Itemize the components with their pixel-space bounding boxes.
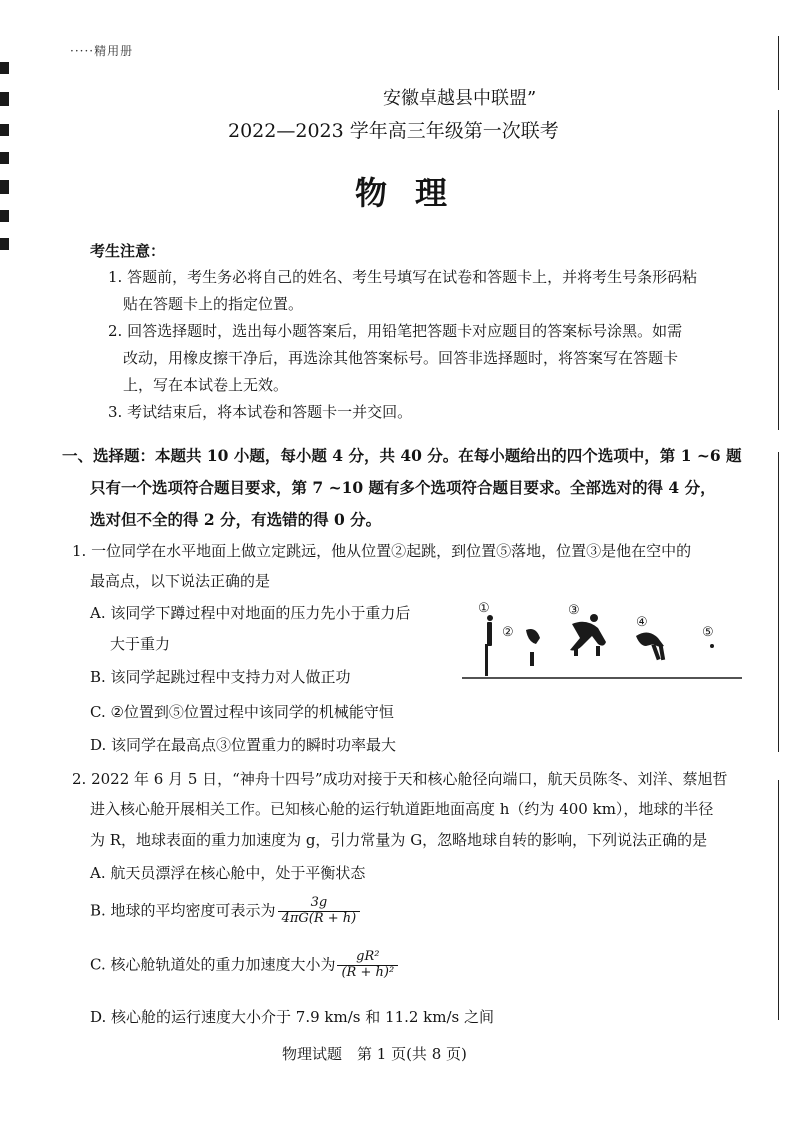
figure-label-2: ②	[502, 625, 514, 640]
q1-option-d: D. 该同学在最高点③位置重力的瞬时功率最大	[90, 736, 397, 754]
q2-stem: 进入核心舱开展相关工作。已知核心舱的运行轨道距地面高度 h（约为 400 km），地球的半径	[90, 800, 714, 818]
figure-label-5: ⑤	[702, 625, 714, 640]
scan-edge-line	[778, 780, 779, 1020]
person-landing	[710, 644, 714, 648]
person-crouching	[526, 629, 540, 666]
q2-stem: 为 R，地球表面的重力加速度为 g，引力常量为 G，忽略地球自转的影响，下列说法正确的是	[90, 831, 708, 849]
figure-label-1: ①	[478, 601, 490, 616]
notice-line: 2. 回答选择题时，选出每小题答案后，用铅笔把答题卡对应题目的答案标号涂黑。如需	[108, 322, 683, 340]
figure-label-3: ③	[568, 603, 580, 618]
scan-edge-line	[778, 36, 779, 90]
fraction-denominator: 4πG(R + h)	[278, 911, 361, 927]
fraction-numerator: 3g	[310, 895, 328, 910]
q2-option-b-text: B. 地球的平均密度可表示为	[90, 901, 276, 920]
scan-mark	[0, 92, 9, 106]
q2-option-c-text: C. 核心舱轨道处的重力加速度大小为	[90, 955, 336, 974]
header-handwriting: ·····精用册	[70, 44, 134, 58]
person-descending	[636, 632, 665, 660]
q2-option-d: D. 核心舱的运行速度大小介于 7.9 km/s 和 11.2 km/s 之间	[90, 1008, 495, 1026]
scan-mark	[0, 238, 9, 250]
person-highest-point	[570, 614, 606, 656]
q1-option-c: C. ②位置到⑤位置过程中该同学的机械能守恒	[90, 703, 394, 721]
density-fraction	[278, 896, 361, 927]
q1-option-b: B. 该同学起跳过程中支持力对人做正功	[90, 668, 351, 686]
q2-option-b	[90, 896, 360, 927]
scan-edge-line	[778, 452, 779, 752]
exam-title: 2022—2023 学年高三年级第一次联考	[228, 120, 559, 142]
notice-line: 改动，用橡皮擦干净后，再选涂其他答案标号。回答非选择题时，将答案写在答题卡	[123, 349, 679, 367]
notice-title: 考生注意：	[90, 242, 166, 260]
q1-stem: 最高点，以下说法正确的是	[90, 572, 271, 590]
scan-mark	[0, 210, 9, 222]
fraction-numerator: gR²	[356, 949, 380, 964]
gravity-fraction	[337, 950, 398, 981]
scan-edge-line	[778, 110, 779, 430]
long-jump-figure	[460, 596, 746, 686]
q2-stem: 2. 2022 年 6 月 5 日，“神舟十四号”成功对接于天和核心舱径向端口，航天员陈冬、刘洋、蔡旭哲	[72, 770, 728, 788]
scan-mark	[0, 152, 9, 164]
notice-line: 3. 考试结束后，将本试卷和答题卡一并交回。	[108, 403, 413, 421]
section-instructions: 一、选择题：本题共 10 小题，每小题 4 分，共 40 分。在每小题给出的四个选项中，第 1 ~6 题	[62, 446, 742, 465]
notice-line: 1. 答题前，考生务必将自己的姓名、考生号填写在试卷和答题卡上，并将考生号条形码粘	[108, 268, 698, 286]
q2-option-a: A. 航天员漂浮在核心舱中，处于平衡状态	[90, 864, 366, 882]
subject-title: 物理	[355, 174, 476, 212]
league-name: 安徽卓越县中联盟”	[383, 88, 537, 109]
figure-label-4: ④	[636, 615, 648, 630]
notice-line: 上，写在本试卷上无效。	[123, 376, 289, 394]
q1-stem: 1. 一位同学在水平地面上做立定跳远，他从位置②起跳，到位置⑤落地，位置③是他在空中的	[72, 542, 692, 560]
q1-option-a: A. 该同学下蹲过程中对地面的压力先小于重力后	[90, 604, 411, 622]
scan-mark	[0, 180, 9, 194]
fraction-denominator: (R + h)²	[337, 965, 398, 981]
scan-mark	[0, 124, 9, 136]
page-footer: 物理试题 第 1 页(共 8 页)	[282, 1045, 467, 1063]
person-standing	[485, 615, 493, 676]
q1-option-a-cont: 大于重力	[110, 635, 171, 653]
notice-line: 贴在答题卡上的指定位置。	[123, 295, 304, 313]
section-instructions: 只有一个选项符合题目要求，第 7 ~10 题有多个选项符合题目要求。全部选对的得 4 分，	[90, 478, 716, 497]
q2-option-c	[90, 950, 398, 981]
scan-mark	[0, 62, 9, 74]
section-instructions: 选对但不全的得 2 分，有选错的得 0 分。	[90, 510, 382, 529]
